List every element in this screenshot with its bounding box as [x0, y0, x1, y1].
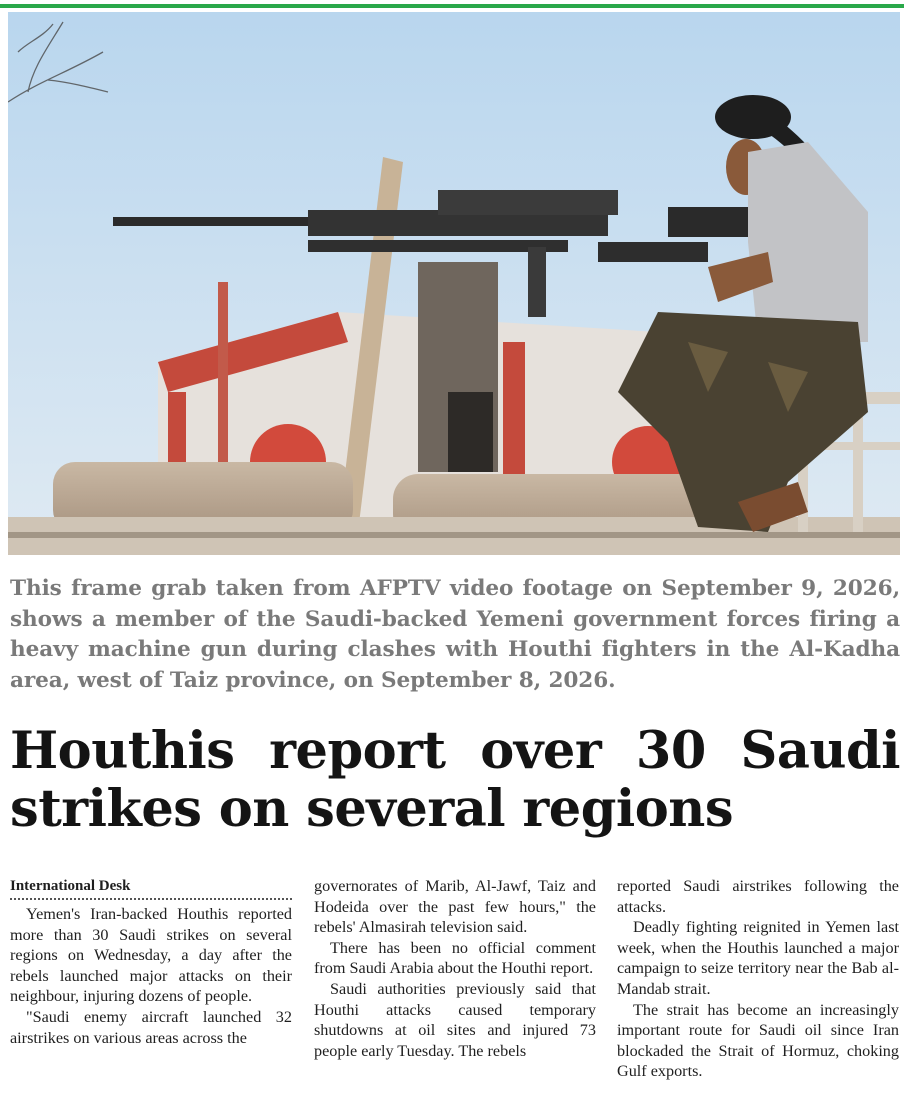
article-paragraph: governorates of Marib, Al-Jawf, Taiz and Hodeida over the past few hours," the rebels' Almasirah television said. — [314, 877, 596, 937]
top-rule — [0, 4, 904, 8]
headline-line-2: strikes on several regions — [10, 779, 734, 839]
article-paragraph: "Saudi enemy aircraft launched 32 airstrikes on various areas across the — [10, 1007, 292, 1047]
headline — [10, 722, 900, 838]
article-paragraph: There has been no official comment from Saudi Arabia about the Houthi report. — [314, 938, 596, 978]
article-paragraph: Deadly fighting reignited in Yemen last week, when the Houthis launched a major campaign to seize territory near the Bab al-Mandab strait. — [617, 918, 899, 998]
article-paragraph: Saudi authorities previously said that Houthi attacks caused temporary shutdowns at oil sites and injured 73 people early Tuesday. The rebels — [314, 979, 596, 1060]
photo-caption: This frame grab taken from AFPTV video footage on September 9, 2026, shows a member of the Saudi-backed Yemeni government forces firing a heavy machine gun during clashes with Houthi fighters in the Al-Kadha area, west of Taiz province, on September 8, 2026. — [10, 576, 900, 693]
article-paragraph: The strait has become an increasingly important route for Saudi oil since Iran blockaded the Strait of Hormuz, choking Gulf exports. — [617, 1000, 899, 1081]
news-photo — [8, 12, 900, 555]
desk-label: International Desk — [10, 876, 292, 900]
article-column-2 — [314, 876, 596, 1061]
article-column-3 — [617, 876, 899, 1082]
article-paragraph: Yemen's Iran-backed Houthis reported more than 30 Saudi strikes on several regions on Wednesday, a day after the rebels launched major attacks on their neighbour, injuring dozens of people. — [10, 905, 292, 1006]
article-column-1 — [10, 876, 292, 1048]
headline-line-1: Houthis report over 30 Saudi — [10, 721, 900, 781]
article-paragraph: reported Saudi airstrikes following the attacks. — [617, 877, 899, 916]
